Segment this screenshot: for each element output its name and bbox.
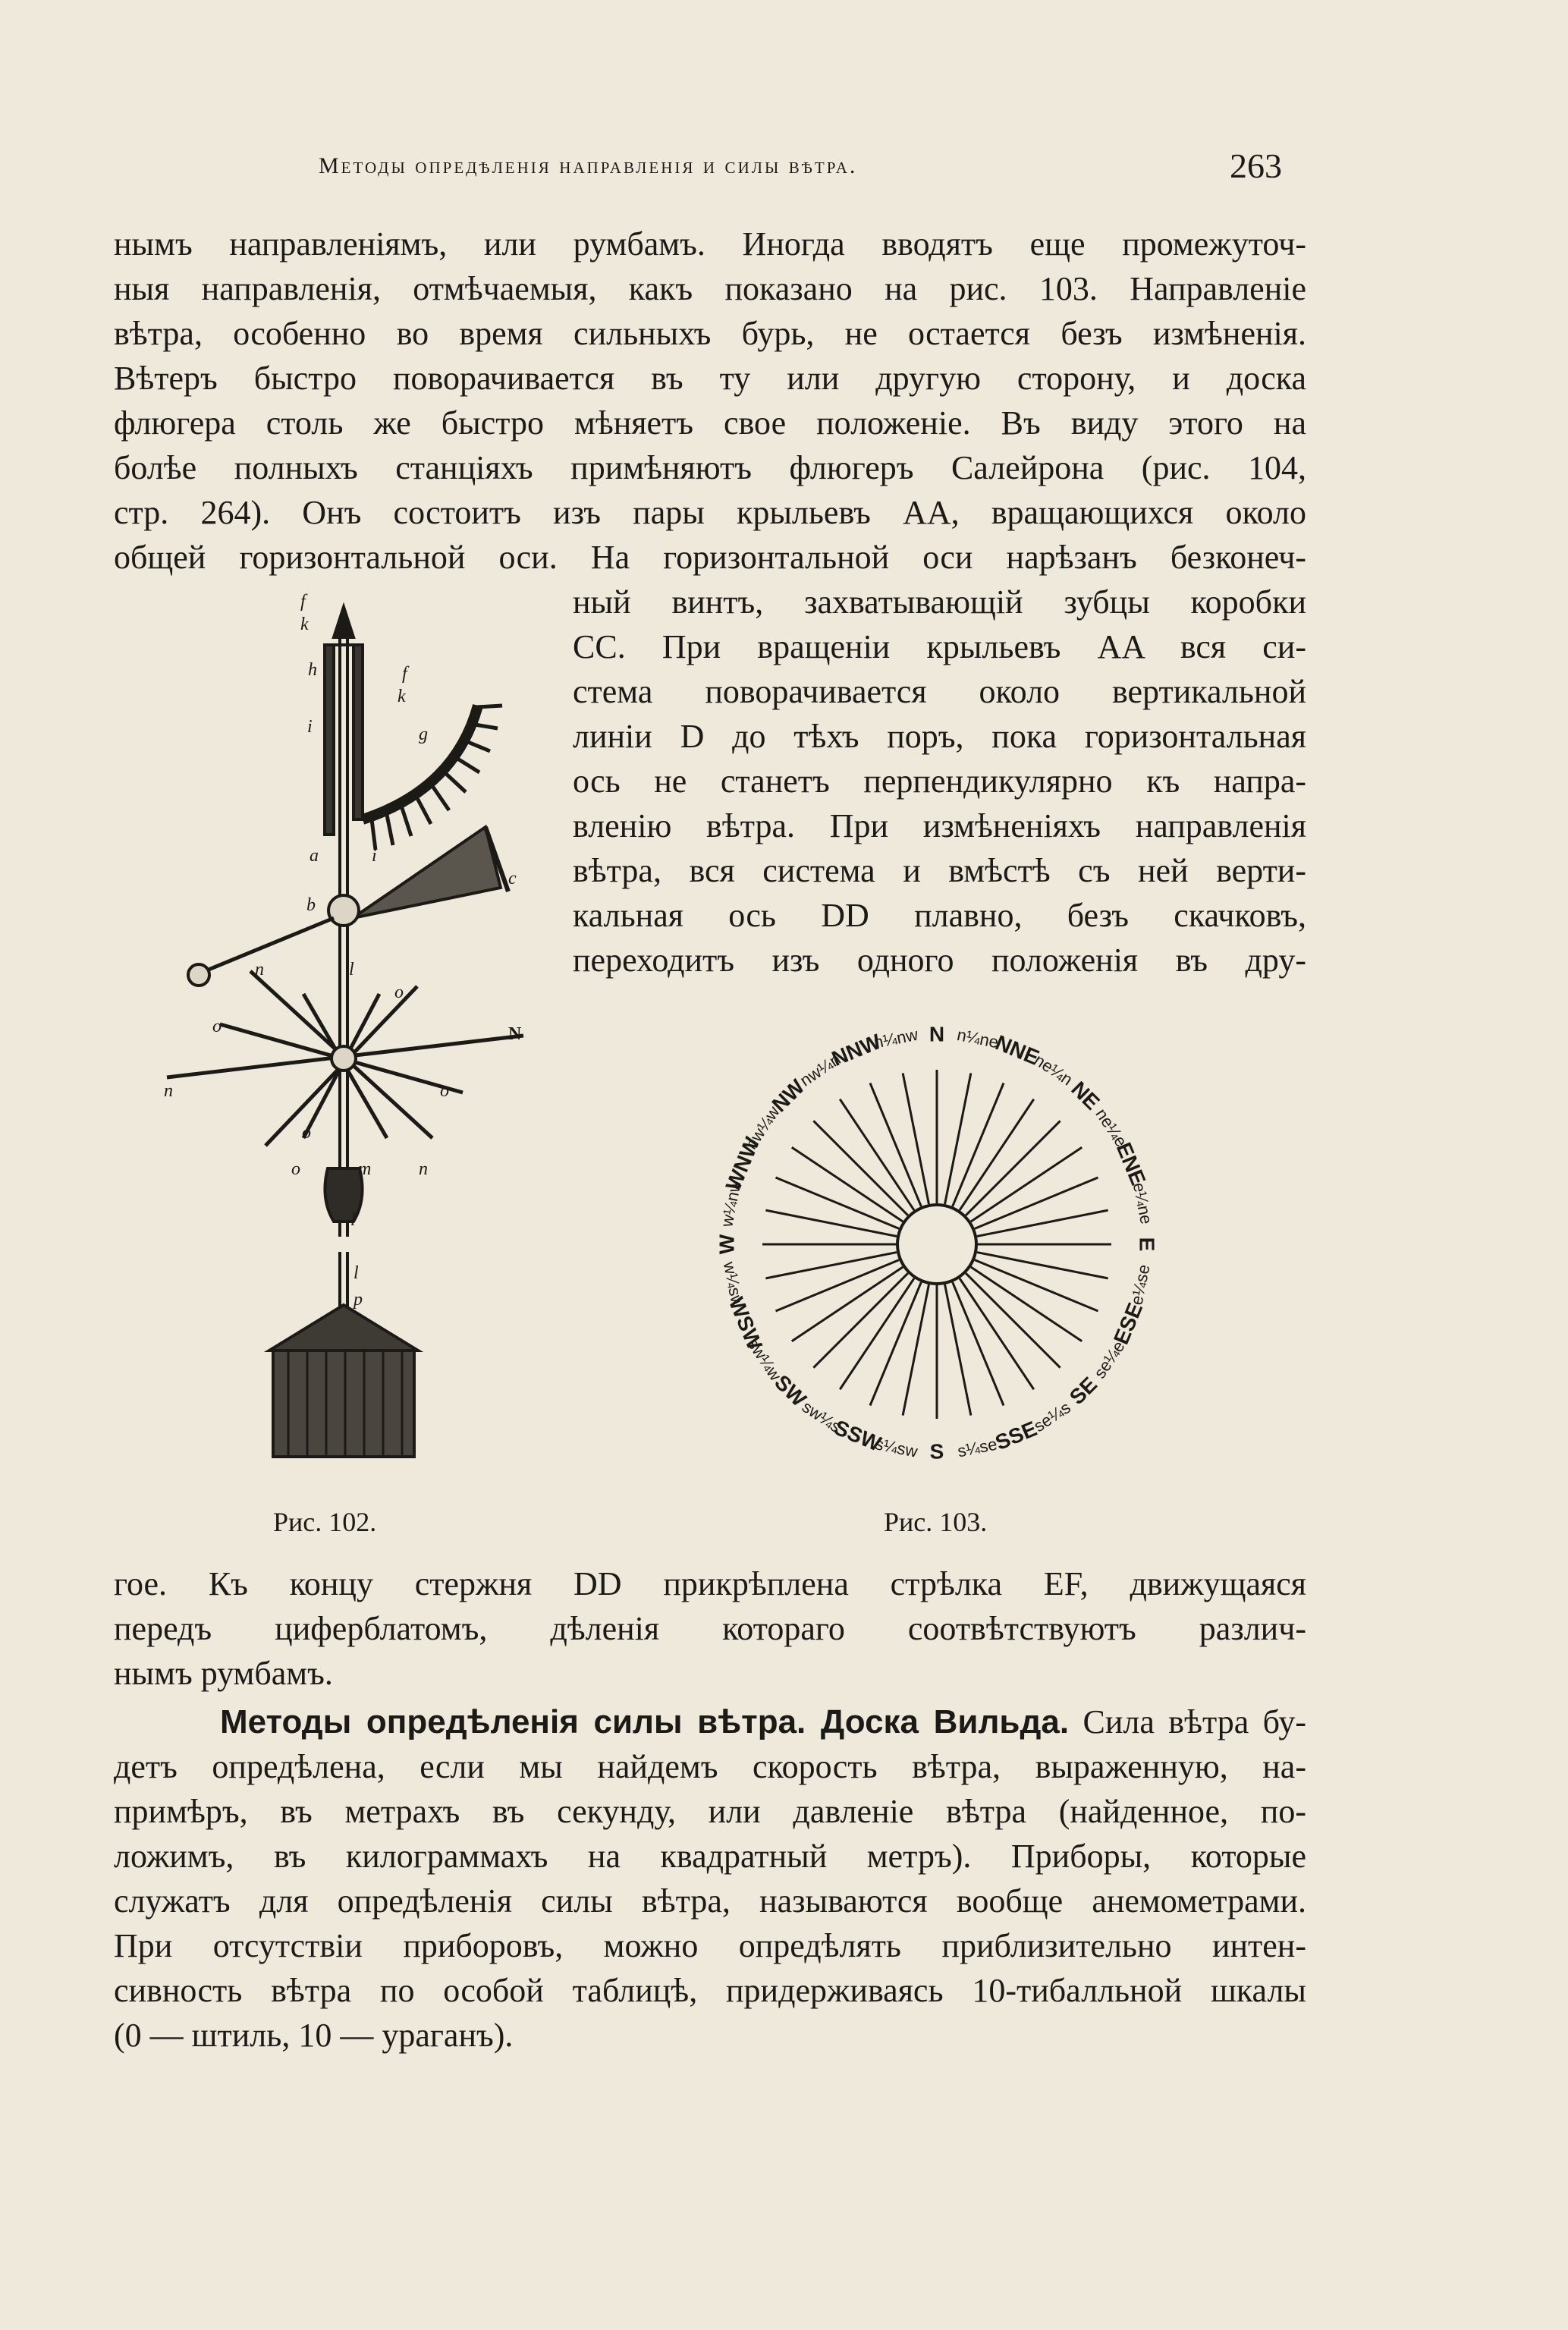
fig102-label: o bbox=[440, 1081, 449, 1101]
rose-ray bbox=[792, 1147, 903, 1222]
text-line: ложимъ, въ килограммахъ на квадратный метръ). Приборы, которые bbox=[114, 1838, 1306, 1875]
text-line: сивность вѣтра по особой таблицѣ, придерживаясь 10-тибалльной шкалы bbox=[114, 1972, 1306, 2009]
rose-ray bbox=[870, 1282, 921, 1406]
rose-label: NW bbox=[767, 1074, 809, 1117]
rose-center bbox=[897, 1205, 976, 1284]
section-first-line-rest: Сила вѣтра бу- bbox=[1083, 1703, 1307, 1740]
fig102-label: o bbox=[212, 1017, 222, 1036]
text-line: вѣтра, вся система и вмѣстѣ съ ней верти- bbox=[573, 852, 1306, 889]
fig102-label: h bbox=[308, 660, 317, 680]
rose-ray bbox=[971, 1147, 1082, 1222]
fig102-label: n bbox=[255, 960, 264, 979]
rose-label: ne¼n bbox=[1030, 1050, 1076, 1090]
figure-103-caption: Рис. 103. bbox=[884, 1507, 988, 1537]
rose-label: NNE bbox=[991, 1030, 1043, 1070]
pivot-ball bbox=[328, 895, 359, 926]
rose-ray bbox=[945, 1284, 971, 1416]
rose-label: ne¼e bbox=[1092, 1105, 1131, 1151]
rose-label: s¼se bbox=[956, 1434, 999, 1461]
text-line: флюгера столь же быстро мѣняетъ свое положеніе. Въ виду этого на bbox=[114, 404, 1306, 442]
rose-ray bbox=[966, 1121, 1060, 1215]
running-header bbox=[319, 146, 1282, 191]
rose-ray bbox=[945, 1073, 971, 1204]
rose-label: SE bbox=[1064, 1372, 1102, 1410]
rose-label: nw¼n bbox=[796, 1049, 844, 1090]
rose-ray bbox=[765, 1210, 897, 1236]
rose-label: WSW bbox=[724, 1294, 767, 1354]
fig102-label: o bbox=[394, 983, 404, 1002]
rose-label: n¼ne bbox=[955, 1024, 1001, 1052]
figure-102-caption: Рис. 102. bbox=[273, 1507, 377, 1537]
rod-bulb bbox=[325, 1168, 362, 1222]
rose-label: WNW bbox=[721, 1134, 765, 1194]
rose-ray bbox=[813, 1273, 907, 1367]
rose-ray bbox=[975, 1178, 1098, 1228]
rose-ray bbox=[903, 1073, 929, 1204]
fig102-label: n bbox=[419, 1159, 428, 1179]
fig102-label: p bbox=[354, 1290, 363, 1310]
text-line: стр. 264). Онъ состоитъ изъ пары крыльевъ AA, вращающихся около bbox=[114, 494, 1306, 531]
header-title: Методы опредѣленія направленія и силы вѣтра. bbox=[319, 153, 858, 178]
text-line: передъ циферблатомъ, дѣленія котораго соотвѣтствуютъ различ- bbox=[114, 1610, 1306, 1647]
text-line: линіи D до тѣхъ поръ, пока горизонтальная bbox=[573, 718, 1306, 755]
rose-label: E bbox=[1135, 1237, 1159, 1252]
text-line: детъ опредѣлена, если мы найдемъ скорость вѣтра, выраженную, на- bbox=[114, 1748, 1306, 1785]
fig102-label: g bbox=[419, 725, 428, 744]
fig102-label: c bbox=[508, 869, 517, 888]
text-line: примѣръ, въ метрахъ въ секунду, или давленіе вѣтра (найденное, по- bbox=[114, 1793, 1306, 1830]
rose-label: n¼nw bbox=[872, 1024, 920, 1052]
rose-label: sw¼w bbox=[743, 1335, 786, 1385]
rose-ray bbox=[870, 1083, 921, 1207]
text-line: общей горизонтальной оси. На горизонтальной оси нарѣзанъ безконеч- bbox=[114, 539, 1306, 576]
rose-label: se¼e bbox=[1089, 1337, 1129, 1382]
text-line: ныя направленія, отмѣчаемыя, какъ показано на рис. 103. Направленіе bbox=[114, 270, 1306, 307]
rose-ray bbox=[960, 1278, 1034, 1389]
rose-label: NNW bbox=[828, 1029, 885, 1071]
base-housing bbox=[273, 1351, 414, 1457]
rod-tip bbox=[334, 607, 354, 637]
fig102-label: k bbox=[397, 687, 406, 706]
fig102-label: a bbox=[310, 846, 319, 866]
figure-102-wind-vane bbox=[152, 592, 561, 1502]
section-heading: Методы опредѣленія силы вѣтра. Доска Вильда. bbox=[220, 1703, 1070, 1740]
rose-label: s¼sw bbox=[873, 1434, 919, 1461]
rose-ray bbox=[953, 1083, 1004, 1207]
section-first-line bbox=[220, 1700, 1306, 1744]
rose-ray bbox=[953, 1282, 1004, 1406]
rose-label: e¼ne bbox=[1129, 1181, 1157, 1226]
text-line: CC. При вращеніи крыльевъ AA вся си- bbox=[573, 628, 1306, 665]
rose-label: SSW bbox=[831, 1415, 885, 1456]
text-line: ось не станетъ перпендикулярно къ напра- bbox=[573, 763, 1306, 800]
base-cone bbox=[269, 1305, 418, 1351]
rose-ray bbox=[840, 1278, 914, 1389]
text-line: стема поворачивается около вертикальной bbox=[573, 673, 1306, 710]
figure-103-compass-rose bbox=[683, 994, 1259, 1510]
rose-label: W bbox=[715, 1234, 739, 1255]
text-line: служатъ для опредѣленія силы вѣтра, называются вообще анемометрами. bbox=[114, 1882, 1306, 1920]
rose-label: w¼nw bbox=[717, 1178, 745, 1229]
text-line: ный винтъ, захватывающій зубцы коробки bbox=[573, 583, 1306, 621]
text-line: кальная ось DD плавно, безъ скачковъ, bbox=[573, 897, 1306, 934]
rose-ray bbox=[975, 1260, 1098, 1311]
text-line: болѣе полныхъ станціяхъ примѣняютъ флюгеръ Салейрона (рис. 104, bbox=[114, 449, 1306, 486]
rose-label: w¼sw bbox=[719, 1259, 748, 1310]
fig102-label: o bbox=[291, 1159, 300, 1179]
text-line: нымъ румбамъ. bbox=[114, 1655, 333, 1692]
fig102-label: N bbox=[508, 1024, 522, 1044]
fig102-label: i bbox=[307, 717, 313, 737]
rose-label: SSE bbox=[991, 1417, 1041, 1455]
rose-ray bbox=[971, 1267, 1082, 1341]
fig102-label: l bbox=[349, 960, 354, 979]
rose-ray bbox=[765, 1253, 897, 1278]
text-line: (0 — штиль, 10 — ураганъ). bbox=[114, 2017, 514, 2054]
fig102-label: m bbox=[358, 1159, 372, 1179]
rose-label: e¼se bbox=[1127, 1262, 1154, 1307]
rose-label: SW bbox=[770, 1370, 811, 1411]
rose-label: ESE bbox=[1109, 1299, 1148, 1348]
fig102-label: o bbox=[302, 1123, 311, 1143]
rose-ray bbox=[903, 1284, 929, 1416]
text-line: При отсутствіи приборовъ, можно опредѣлять приблизительно интен- bbox=[114, 1927, 1306, 1964]
fig102-label: b bbox=[306, 895, 316, 915]
rose-ray bbox=[792, 1267, 903, 1341]
rose-ray bbox=[977, 1210, 1108, 1236]
rose-label: se¼s bbox=[1030, 1398, 1074, 1436]
fig102-label: k bbox=[300, 615, 309, 634]
fig102-label: l bbox=[350, 1210, 356, 1230]
page-number: 263 bbox=[1230, 146, 1282, 185]
text-line: гое. Къ концу стержня DD прикрѣплена стрѣлка EF, движущаяся bbox=[114, 1565, 1306, 1602]
rose-ray bbox=[840, 1099, 914, 1210]
rose-label: S bbox=[929, 1439, 944, 1464]
rose-ray bbox=[960, 1099, 1034, 1210]
rose-label: nw¼w bbox=[741, 1102, 784, 1153]
text-line: вленію вѣтра. При измѣненіяхъ направленія bbox=[573, 807, 1306, 844]
rose-label: sw¼s bbox=[798, 1397, 845, 1437]
fig102-label: n bbox=[164, 1081, 173, 1101]
rose-label: ENE bbox=[1111, 1139, 1151, 1189]
fig102-label: l bbox=[354, 1263, 359, 1283]
rose-label: N bbox=[929, 1022, 945, 1046]
fig102-label: f bbox=[300, 592, 306, 612]
text-line: вѣтра, особенно во время сильныхъ бурь, не остается безъ измѣненія. bbox=[114, 315, 1306, 352]
counterweight bbox=[188, 964, 209, 986]
fig102-label: i bbox=[372, 846, 377, 866]
rose-label: NE bbox=[1067, 1077, 1105, 1115]
text-line: переходитъ изъ одного положенія въ дру- bbox=[573, 942, 1306, 979]
text-line: нымъ направленіямъ, или румбамъ. Иногда вводятъ еще промежуточ- bbox=[114, 225, 1306, 263]
rose-ray bbox=[977, 1253, 1108, 1278]
rose-ray bbox=[966, 1273, 1060, 1367]
rose-ray bbox=[813, 1121, 907, 1215]
fig102-label: f bbox=[402, 664, 407, 684]
rose-ray bbox=[776, 1178, 900, 1228]
text-line: Вѣтеръ быстро поворачивается въ ту или другую сторону, и доска bbox=[114, 360, 1306, 397]
rose-ray bbox=[776, 1260, 900, 1311]
